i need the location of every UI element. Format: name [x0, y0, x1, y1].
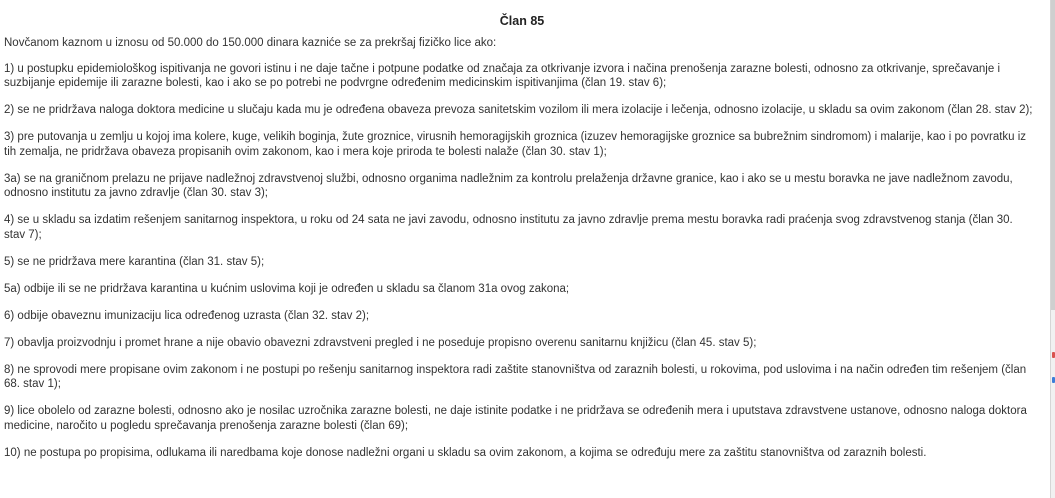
list-item: 1) u postupku epidemiološkog ispitivanja ne govori istinu i ne daje tačne i potpune podatke od značaja za otkrivanje izvora i načina prenošenja zarazne bolesti, odnosno za otkrivanje, sprečavanje i suzbijanje epidemije ili zarazne bolesti, kao i ako se po potrebi ne podvrgne određenim medicinskim ispitivanjima (član 19. stav 6); — [4, 63, 1001, 90]
list-item: 3) pre putovanja u zemlju u kojoj ima kolere, kuge, velikih boginja, žute groznice, virusnih hemoragijskih groznica (izuzev hemoragijske groznice sa bubrežnim sindromom) i malarije, kao i po povratku iz tih zemalja, ne pridržava obaveza propisanih ovim zakonom, kao i mera koje priroda te bolesti nalaže (član 30. stav 1); — [4, 131, 1027, 158]
article-title: Član 85 — [499, 14, 545, 28]
list-item: 8) ne sprovodi mere propisane ovim zakonom i ne postupi po rešenju sanitarnog inspektora radi zaštite stanovništva od zaraznih bolesti, u rokovima, pod uslovima i na način određen tim rešenjem (član 68. stav 1); — [4, 364, 1027, 391]
list-item: 4) se u skladu sa izdatim rešenjem sanitarnog inspektora, u roku od 24 sata ne javi zavodu, odnosno institutu za javno zdravlje prema mestu boravka radi praćenja svog zdravstvenog stanja (član 30. stav 7); — [4, 214, 1013, 241]
list-item: 7) obavlja proizvodnju i promet hrane a nije obavio obavezni zdravstveni pregled i ne poseduje propisno overenu sanitarnu knjižicu (član 45. stav 5); — [4, 336, 757, 349]
list-item: 6) odbije obaveznu imunizaciju lica određenog uzrasta (član 32. stav 2); — [4, 309, 370, 322]
list-item: 5a) odbije ili se ne pridržava karantina u kućnim uslovima koji je određen u skladu sa članom 31a ovog zakona; — [4, 282, 570, 295]
scrollbar-thumb[interactable] — [1051, 0, 1055, 310]
article-intro: Novčanom kaznom u iznosu od 50.000 do 150.000 dinara kazniće se za prekršaj fizičko lice ako: — [4, 37, 497, 49]
list-item: 3a) se na graničnom prelazu ne prijave nadležnoj zdravstvenoj službi, odnosno organima nadležnim za kontrolu prelaženja državne granice, kao i ako se u mestu boravka ne jave nadležnom zavodu, odnosno institutu za javno zdravlje (član 30. stav 3); — [4, 172, 1013, 200]
list-item: 5) se ne pridržava mere karantina (član 31. stav 5); — [4, 255, 265, 268]
list-item: 10) ne postupa po propisima, odlukama ili naredbama koje donose nadležni organi u skladu sa ovim zakonom, a kojima se određuju mere za zaštitu stanovništva od zaraznih bolesti. — [4, 446, 927, 459]
article-items-list — [4, 62, 1040, 460]
list-item: 9) lice obolelo od zarazne bolesti, odnosno ako je nosilac uzročnika zarazne bolesti, ne daje istinite podatke i ne pridržava se određenih mera i uputstava zdravstvene ustanove, odnosno naloga doktora medicine, naročito u pogledu sprečavanja prenošenja zarazne bolesti (član 69); — [4, 405, 1027, 432]
list-item: 2) se ne pridržava naloga doktora medicine u slučaju kada mu je određena obaveza prevoza sanitetskim vozilom ili mera izolacije i lečenja, odnosno izolacije, u skladu sa ovim zakonom (član 28. stav 2); — [4, 104, 1033, 117]
scrollbar-track[interactable] — [1050, 0, 1055, 498]
